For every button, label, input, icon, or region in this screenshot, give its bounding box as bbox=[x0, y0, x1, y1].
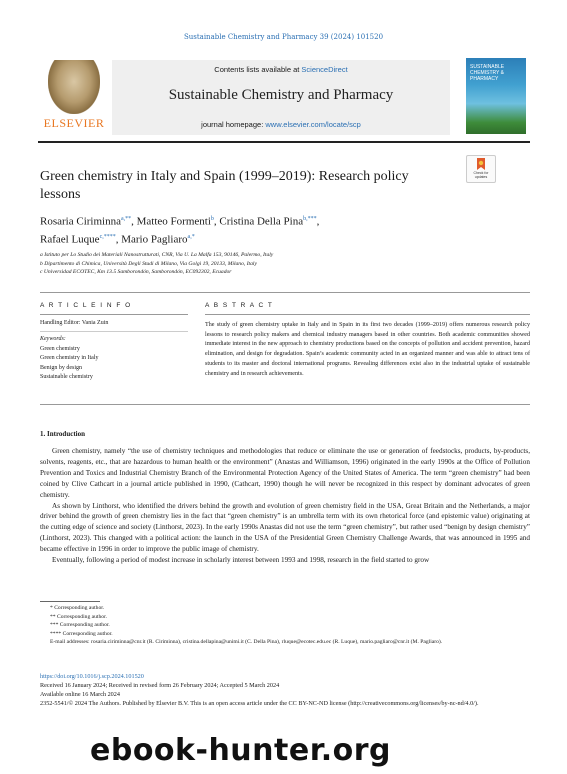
contents-line bbox=[112, 65, 450, 74]
abstract-text: The study of green chemistry uptake in Italy and in Spain in its first two decades (1999–2019) offers numerous research policy lessons to research policy makers and chemical industry managers based in other countries. Both academic communities showed immediate interest in the new approach to chemistry productions based on the concepts of pollution and accident prevention, hazard elimination, and design for degradation. Spain’s academic community acted in an organized manner and was able to attract tens of students to its master and doctoral international programs. Revealing differences exist also in the industrial uptake of sustainable chemistry and in research achievements. bbox=[205, 322, 530, 377]
keywords-list bbox=[40, 335, 190, 383]
affiliation: b Dipartimento di Chimica, Università Degli Studi di Milano, Via Golgi 19, 20133, Milano, Italy bbox=[40, 260, 257, 267]
elsevier-logo bbox=[40, 60, 108, 132]
keyword: Sustainable chemistry bbox=[40, 374, 93, 380]
divider bbox=[40, 404, 530, 405]
footnote: ** Corresponding author. bbox=[50, 613, 108, 620]
divider bbox=[40, 292, 530, 293]
cover-title: SUSTAINABLE CHEMISTRY & PHARMACY bbox=[470, 64, 505, 82]
keywords-title: Keywords: bbox=[40, 336, 66, 342]
email-addresses[interactable]: E-mail addresses: rosaria.ciriminna@cnr.it (R. Ciriminna), cristina.dellapina@unimi.it (C. Della Pina), rluque@ecotec.edu.ec (R. Luque), mario.pagliaro@cnr.it (M. Pagliaro). bbox=[50, 639, 443, 646]
check-for-updates-button[interactable] bbox=[466, 155, 496, 183]
license-text[interactable]: 2352-5541/© 2024 The Authors. Published by Elsevier B.V. This is an open access article under the CC BY-NC-ND license (http://creativecommons.org/licenses/by-nc-nd/4.0/). bbox=[40, 700, 479, 707]
author-affiliation-marker[interactable]: a,* bbox=[187, 233, 195, 240]
keyword: Green chemistry bbox=[40, 345, 80, 352]
footnote: * Corresponding author. bbox=[50, 605, 105, 611]
affiliation: c Universidad ECOTEC, Km 13.5 Samborondón, Samborondón, EC092302, Ecuador bbox=[40, 269, 232, 275]
journal-cover-image bbox=[466, 58, 526, 134]
affiliation: a Istituto per Lo Studio dei Materiali Nanostrutturati, CNR, Via U. La Malfa 153, 90146, Palermo, Italy bbox=[40, 252, 274, 258]
elsevier-tree-icon bbox=[48, 60, 100, 114]
footnote: *** Corresponding author. bbox=[50, 622, 110, 629]
homepage-line bbox=[112, 120, 450, 129]
author-name[interactable]: Mario Pagliaro bbox=[121, 233, 188, 246]
body-paragraph: Eventually, following a period of modest increase in scholarly interest between 1993 and 1998, research in the field started to grow bbox=[52, 556, 430, 565]
author-affiliation-marker[interactable]: b bbox=[210, 216, 214, 222]
keyword: Benign by design bbox=[40, 364, 82, 371]
doi-link[interactable]: https://doi.org/10.1016/j.scp.2024.101520 bbox=[40, 673, 144, 680]
divider bbox=[40, 314, 188, 315]
author-separator: , bbox=[316, 215, 320, 228]
paper-title: Green chemistry in Italy and Spain (1999–2019): Research policy lessons bbox=[40, 169, 409, 202]
author-affiliation-marker[interactable]: c,**** bbox=[99, 233, 116, 240]
check-updates-label: Check for updates bbox=[473, 171, 489, 179]
homepage-link[interactable]: www.elsevier.com/locate/scp bbox=[265, 120, 361, 129]
bookmark-ribbon-icon bbox=[476, 158, 486, 170]
handling-editor: Handling Editor: Vania Zuin bbox=[40, 320, 109, 326]
author-name[interactable]: Matteo Formenti bbox=[136, 215, 211, 228]
divider bbox=[40, 331, 188, 332]
masthead-center bbox=[112, 60, 450, 135]
publication-info bbox=[40, 672, 530, 708]
body-paragraph: Green chemistry, namely “the use of chemistry techniques and methodologies that reduce or eliminate the use or generation of feedstocks, products, by-products, solvents, reagents, etc., that are hazardous to human health or the environment” (Anastas and Williamson, 1996) originated in the early 1990s at the Office of Pollution Prevention and Toxics and Industrial Chemistry Branch of the Environmental Protection Agency of the United States of America. The term “green chemistry” had been coined by Clive Cathcart in a journal article published in 1990, (Cathcart, 1990) though he will never be recognized in this respect by dominant advocates of green chemistry. bbox=[40, 447, 530, 499]
journal-reference-link[interactable]: Sustainable Chemistry and Pharmacy 39 (2024) 101520 bbox=[183, 33, 384, 41]
footnote-divider bbox=[40, 601, 100, 602]
author-separator: , bbox=[213, 215, 220, 228]
divider bbox=[205, 314, 530, 315]
contents-prefix: Contents lists available at bbox=[214, 65, 302, 74]
section-heading: 1. Introduction bbox=[40, 430, 85, 438]
author-affiliation-marker[interactable]: b,*** bbox=[303, 216, 317, 222]
author-name[interactable]: Rosaria Ciriminna bbox=[40, 215, 121, 228]
affiliations bbox=[40, 251, 520, 277]
available-online: Available online 16 March 2024 bbox=[40, 691, 120, 698]
author-affiliation-marker[interactable]: a,** bbox=[120, 216, 132, 222]
author-separator: , bbox=[131, 215, 137, 228]
body-paragraph: As shown by Linthorst, who identified the drivers behind the growth and evolution of green chemistry field in the USA, Great Britain and the Netherlands, a major driver behind the growth of green chemistry lies in the fact that “green chemistry” is an umbrella term with its own rhetorical force (and epistemic value) originating at the cutting edge of science and society (Linthorst, 2023). In the early 1990s Anastas did not use the term “green chemistry”, but rather used “benign by design chemistry” (Linthorst, 2023). This changed with a political action: the launch in the USA of the Presidential Green Chemistry Challenge Awards, that was announced in 1995 and became effective in 1996 in order to improve the public image of chemistry. bbox=[40, 501, 530, 554]
homepage-prefix: journal homepage: bbox=[201, 120, 266, 129]
author-list bbox=[40, 212, 460, 247]
footnote: **** Corresponding author. bbox=[50, 630, 113, 637]
journal-name: Sustainable Chemistry and Pharmacy bbox=[168, 87, 394, 103]
received-dates: Received 16 January 2024; Received in revised form 26 February 2024; Accepted 5 March 2024 bbox=[40, 682, 280, 689]
publisher-name: ELSEVIER bbox=[43, 116, 105, 130]
abstract-heading: A B S T R A C T bbox=[205, 302, 274, 309]
watermark-text: ebook-hunter.org bbox=[90, 733, 391, 768]
footnotes bbox=[40, 604, 530, 647]
author-name[interactable]: Rafael Luque bbox=[40, 233, 100, 246]
sciencedirect-link[interactable]: ScienceDirect bbox=[301, 65, 348, 74]
article-info-heading: A R T I C L E I N F O bbox=[40, 302, 132, 309]
keyword: Green chemistry in Italy bbox=[40, 355, 99, 361]
author-name[interactable]: Cristina Della Pina bbox=[219, 215, 304, 228]
author-separator: , bbox=[115, 233, 122, 246]
body-text bbox=[40, 446, 530, 566]
